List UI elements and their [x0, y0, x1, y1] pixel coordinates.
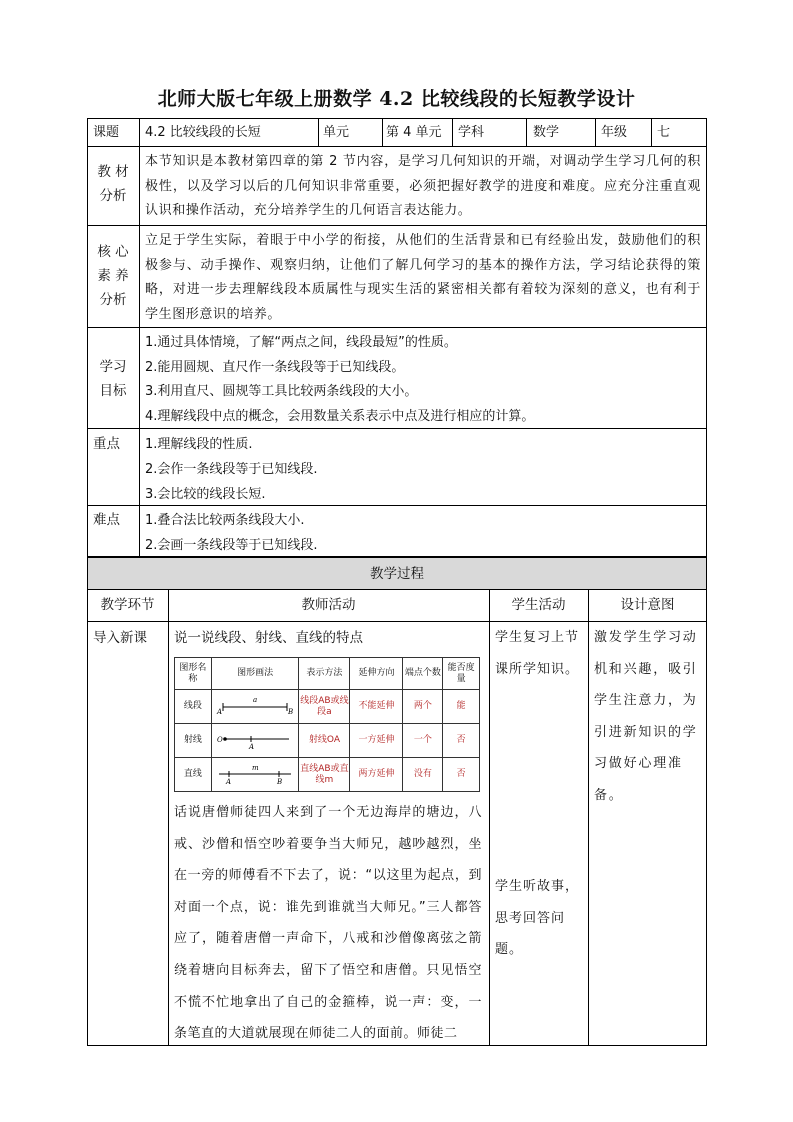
th-extension: 延伸方向 [350, 658, 403, 690]
row-notation: 线段AB或线段a [299, 690, 350, 724]
line-comparison-table [174, 657, 480, 792]
textbook-analysis-content: 本节知识是本教材第四章的第 2 节内容，是学习几何知识的开端，对调动学生学习几何的积极性，以及学习以后的几何知识非常重要，必须把握好教学的进度和难度。应充分注重直观认识和操作活动，充分培养学生的几何语言表达能力。 [145, 154, 701, 218]
row-endpoints: 两个 [403, 690, 443, 724]
goal-item: 1.通过具体情境，了解“两点之间，线段最短”的性质。 [145, 335, 457, 350]
difficulties-label: 难点 [93, 512, 120, 528]
teacher-intro: 说一说线段、射线、直线的特点 [174, 630, 363, 646]
row-notation: 射线OA [299, 724, 350, 758]
line-figure [211, 758, 299, 792]
col-student-header: 学生活动 [511, 597, 566, 613]
process-section-title: 教学过程 [370, 566, 424, 582]
grade-label: 年级 [601, 125, 628, 140]
row-measurable: 否 [443, 758, 480, 792]
key-points-list [145, 432, 701, 507]
row-extension: 两方延伸 [350, 758, 403, 792]
th-figure-drawing: 图形画法 [211, 658, 299, 690]
segment-drawing [215, 692, 295, 718]
key-point-item: 1.理解线段的性质. [145, 437, 253, 452]
key-point-item: 3.会比较的线段长短. [145, 487, 266, 502]
label-m: m [252, 763, 259, 772]
segment-figure [211, 690, 299, 724]
row-name: 线段 [175, 690, 212, 724]
topic-label: 课题 [93, 125, 120, 140]
core-literacy-content: 立足于学生实际，着眼于中小学的衔接，从他们的生活背景和已有经验出发，鼓励他们的积极参与、动手操作、观察归纳，让他们了解几何学习的基本的操作方法，学习结论获得的策略，对进一步去理解线段本质属性与现实生活的紧密相关都有着较为深刻的意义，也有利于学生图形意识的培养。 [145, 233, 701, 322]
grade-value: 七 [657, 125, 671, 140]
textbook-analysis-label: 教 材 分析 [97, 164, 129, 204]
th-notation: 表示方法 [299, 658, 350, 690]
difficulty-item: 2.会画一条线段等于已知线段. [145, 538, 318, 553]
subject-value: 数学 [533, 125, 560, 140]
row-extension: 一方延伸 [350, 724, 403, 758]
goals-list [145, 331, 701, 429]
row-measurable: 能 [443, 690, 480, 724]
label-a: A [226, 777, 232, 786]
th-figure-name: 图形名称 [175, 658, 212, 690]
core-literacy-label: 核 心 素 养 分析 [97, 244, 129, 308]
label-a-upper: A [217, 707, 223, 716]
topic-value: 4.2 比较线段的长短 [145, 125, 261, 140]
row-notation: 直线AB或直线m [299, 758, 350, 792]
line-drawing [215, 760, 295, 786]
row-name: 射线 [175, 724, 212, 758]
col-teacher-header: 教师活动 [301, 597, 356, 613]
th-endpoints: 端点个数 [403, 658, 443, 690]
difficulty-item: 1.叠合法比较两条线段大小. [145, 513, 305, 528]
goal-item: 2.能用圆规、直尺作一条线段等于已知线段。 [145, 359, 405, 375]
row-endpoints: 没有 [403, 758, 443, 792]
label-a-lower: a [253, 695, 258, 704]
label-b: B [288, 707, 294, 716]
goal-item: 4.理解线段中点的概念，会用数量关系表示中点及进行相应的计算。 [145, 408, 535, 424]
story-text: 话说唐僧师徒四人来到了一个无边海岸的塘边，八戒、沙僧和悟空吵着要争当大师兄，越吵越烈，坐在一旁的师傅看不下去了，说：“以这里为起点，到对面一个点，说：谁先到谁就当大师兄。”三人都答应了，随着唐僧一声命下，八戒和沙僧像离弦之箭绕着塘向目标奔去，留下了悟空和唐僧。只见悟空不慌不忙地拿出了自己的金箍棒，说一声：变，一条笔直的大道就展现在师徒二人的面前。师徒二 [174, 805, 482, 1042]
subject-label: 学科 [458, 125, 485, 140]
design-intent: 激发学生学习动机和兴趣，吸引学生注意力，为引进新知识的学习做好心理准备。 [594, 630, 698, 803]
key-points-label: 重点 [93, 436, 120, 452]
student-review: 学生复习上节课所学知识。 [495, 630, 580, 677]
document-title: 北师大版七年级上册数学 4.2 比较线段的长短教学设计 [157, 88, 636, 110]
label-b: B [277, 777, 283, 786]
col-stage-header: 教学环节 [100, 597, 155, 613]
col-intent-header: 设计意图 [620, 597, 675, 613]
row-extension: 不能延伸 [350, 690, 403, 724]
label-a: A [249, 742, 255, 751]
goal-item: 3.利用直尺、圆规等工具比较两条线段的大小。 [145, 384, 418, 399]
difficulties-list [145, 508, 701, 558]
key-point-item: 2.会作一条线段等于已知线段. [145, 462, 318, 477]
unit-label: 单元 [323, 125, 350, 140]
unit-value: 第 4 单元 [386, 125, 442, 140]
ray-figure [211, 724, 299, 758]
th-measurable: 能否度量 [443, 658, 480, 690]
label-o: O [217, 735, 223, 744]
ray-drawing [215, 726, 295, 752]
stage-name: 导入新课 [93, 630, 147, 646]
goals-label: 学习 目标 [99, 359, 127, 399]
row-measurable: 否 [443, 724, 480, 758]
row-name: 直线 [175, 758, 212, 792]
row-endpoints: 一个 [403, 724, 443, 758]
student-story: 学生听故事，思考回答问题。 [495, 879, 580, 957]
